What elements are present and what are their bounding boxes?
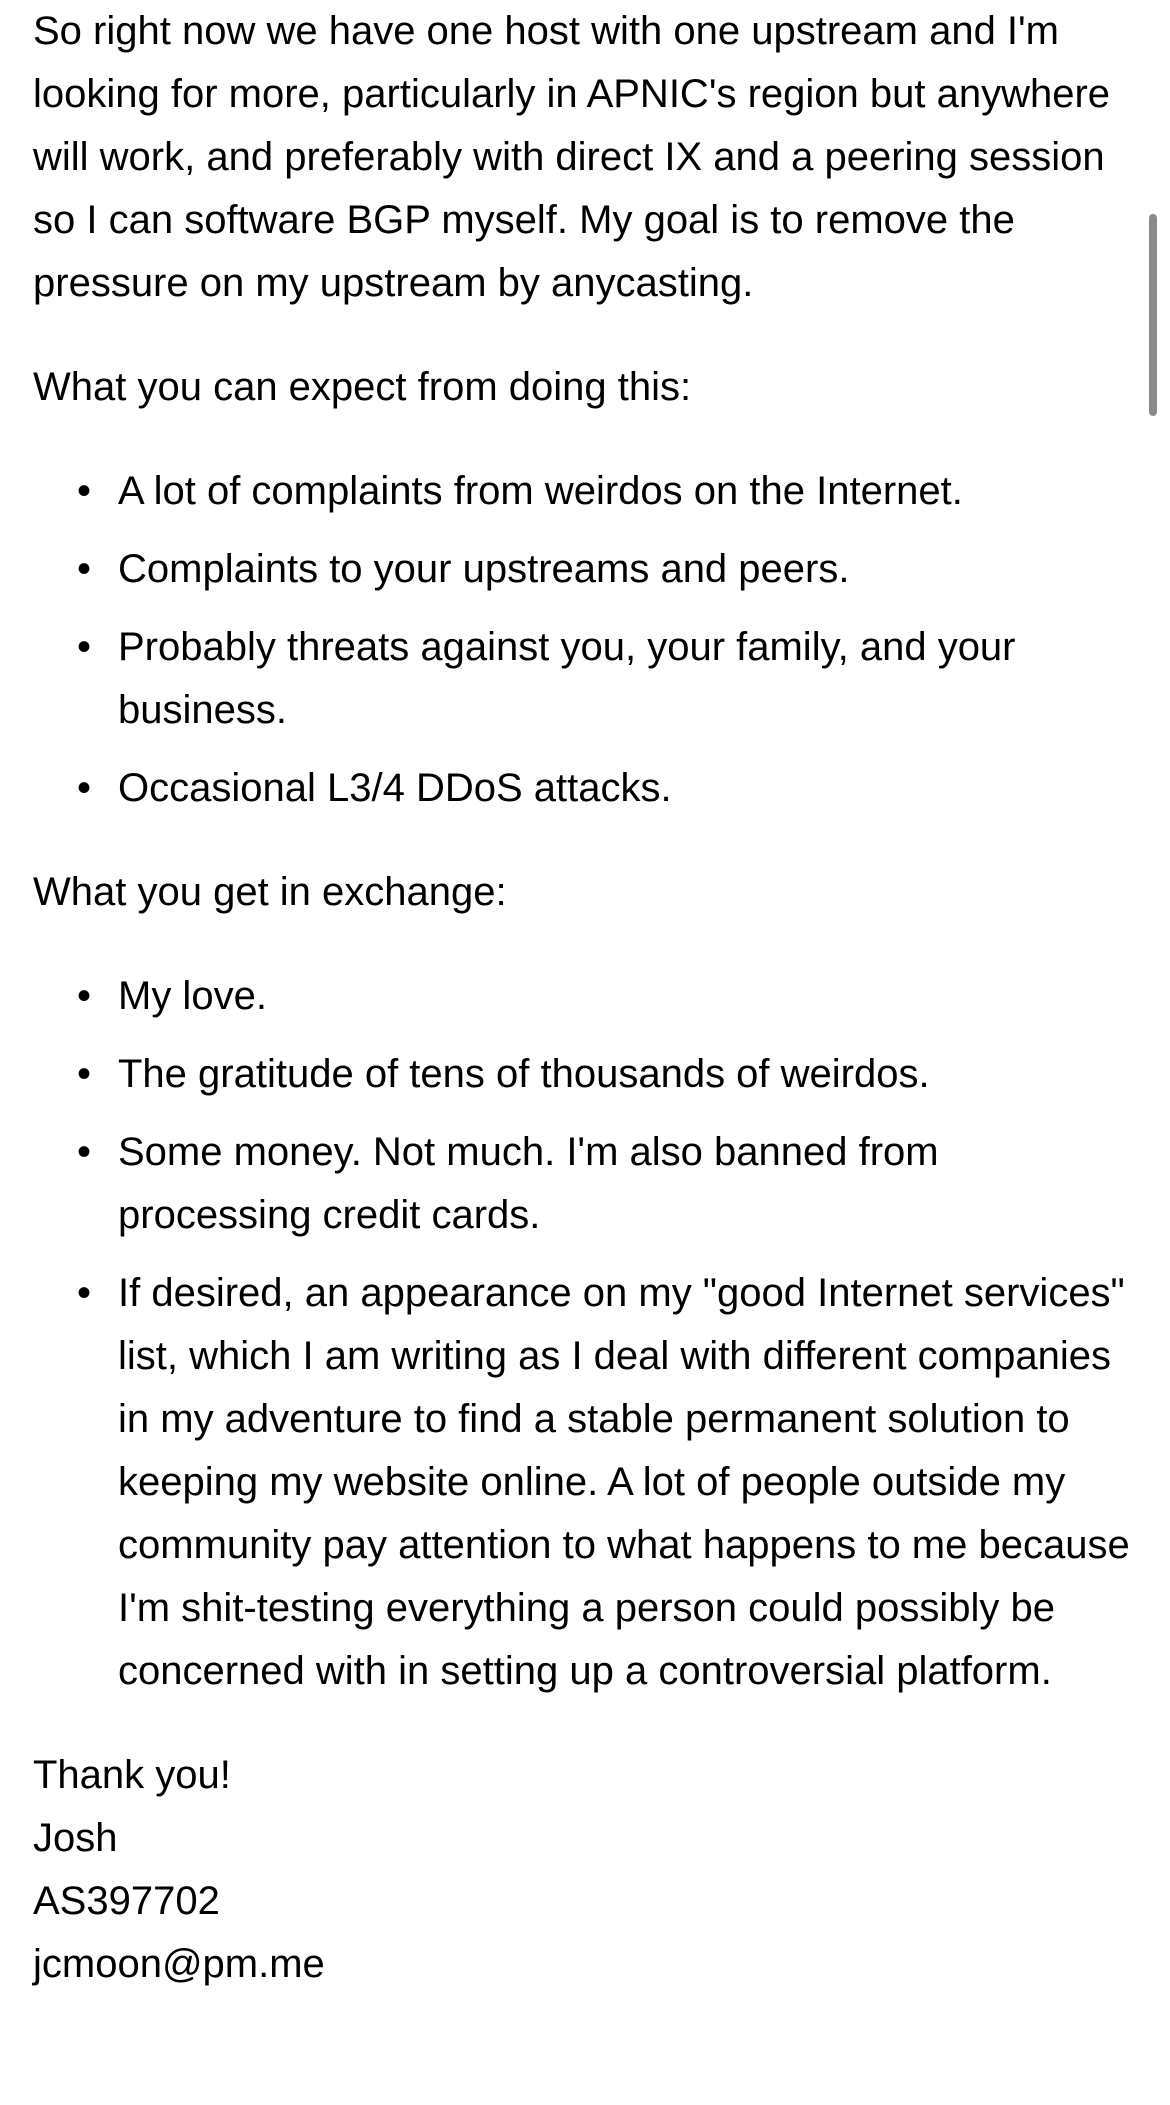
intro-paragraph: So right now we have one host with one upstream and I'm looking for more, particularly in APNIC's region but anywhere will work, and preferably with direct IX and a peering session so I can software BGP myself. My goal is to remove the pressure on my upstream by anycasting. bbox=[33, 9, 1111, 305]
list-item-text: Occasional L3/4 DDoS attacks. bbox=[118, 766, 672, 810]
email-body bbox=[33, 0, 1133, 1996]
bullet-icon: • bbox=[76, 974, 91, 1018]
bullet-icon: • bbox=[76, 1130, 91, 1174]
signature-email[interactable]: jcmoon@pm.me bbox=[33, 1942, 325, 1986]
list-item-text: The gratitude of tens of thousands of weirdos. bbox=[118, 1052, 930, 1096]
list-item bbox=[76, 1043, 1133, 1106]
list-item-text: A lot of complaints from weirdos on the Internet. bbox=[118, 469, 963, 513]
signature-name: Josh bbox=[33, 1816, 118, 1860]
bullet-icon: • bbox=[76, 1271, 91, 1315]
bullet-icon: • bbox=[76, 469, 91, 513]
list-item-text: Complaints to your upstreams and peers. bbox=[118, 547, 850, 591]
exchange-list bbox=[33, 965, 1133, 1703]
list-item-text: If desired, an appearance on my "good Internet services" list, which I am writing as I deal with different companies in my adventure to find a stable permanent solution to keeping my website online. A lot of people outside my community pay attention to what happens to me because I'm shit-testing everything a person could possibly be concerned with in setting up a controversial platform. bbox=[118, 1271, 1130, 1693]
list-item bbox=[76, 460, 1133, 523]
signature-asn: AS397702 bbox=[33, 1879, 220, 1923]
vertical-scrollbar[interactable] bbox=[1149, 214, 1157, 416]
signature-block bbox=[33, 1744, 1133, 1996]
bullet-icon: • bbox=[76, 766, 91, 810]
list-item-text: My love. bbox=[118, 974, 267, 1018]
list-item-text: Some money. Not much. I'm also banned from processing credit cards. bbox=[118, 1130, 939, 1237]
list-item bbox=[76, 1262, 1133, 1703]
list-item bbox=[76, 616, 1133, 742]
list-item-text: Probably threats against you, your family, and your business. bbox=[118, 625, 1016, 732]
exchange-heading: What you get in exchange: bbox=[33, 870, 507, 914]
list-item bbox=[76, 538, 1133, 601]
list-item bbox=[76, 757, 1133, 820]
expect-heading: What you can expect from doing this: bbox=[33, 365, 692, 409]
bullet-icon: • bbox=[76, 1052, 91, 1096]
bullet-icon: • bbox=[76, 547, 91, 591]
list-item bbox=[76, 965, 1133, 1028]
signature-thanks: Thank you! bbox=[33, 1753, 231, 1797]
bullet-icon: • bbox=[76, 625, 91, 669]
expect-list bbox=[33, 460, 1133, 820]
list-item bbox=[76, 1121, 1133, 1247]
